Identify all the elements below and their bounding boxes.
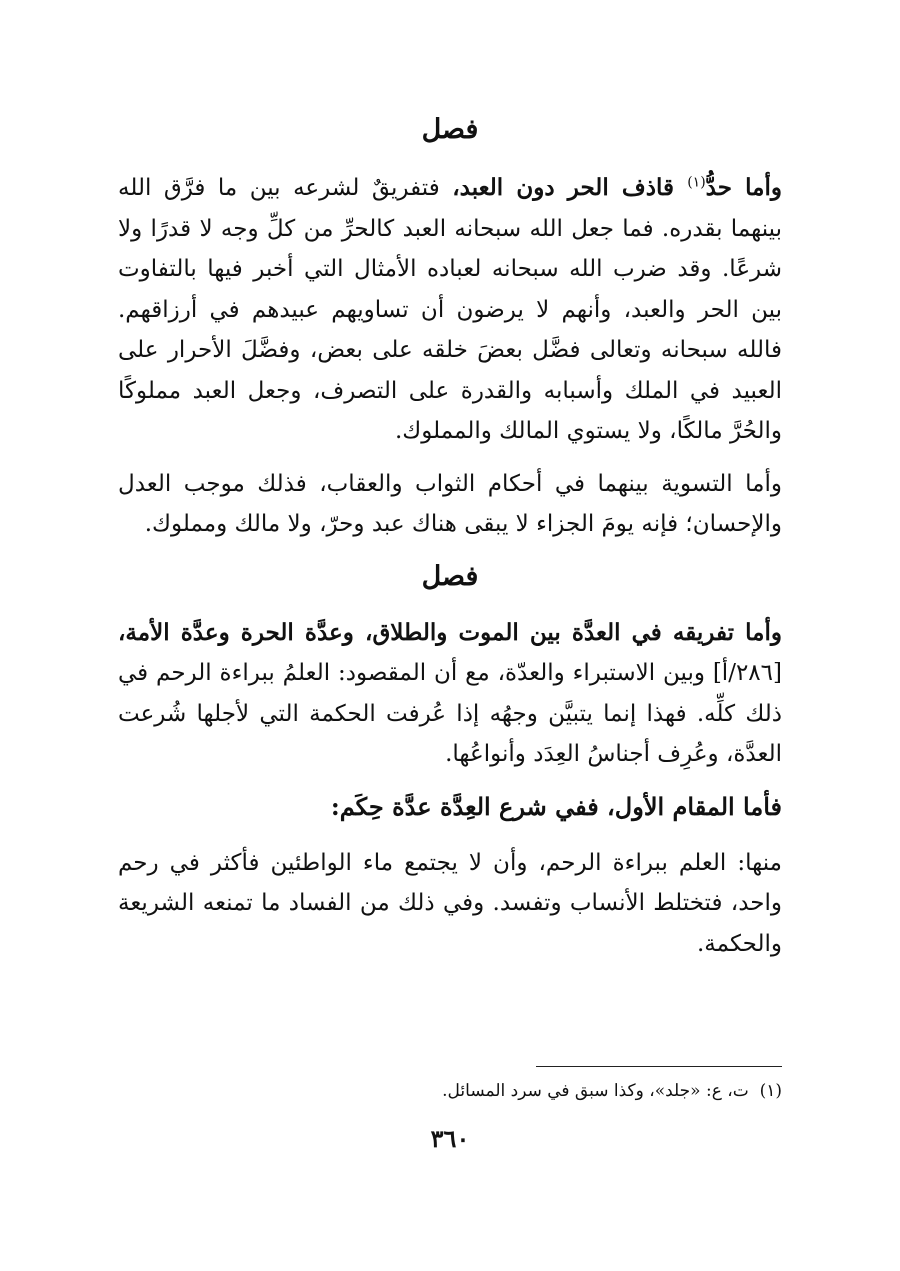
paragraph-4-text: منها: العلم ببراءة الرحم، وأن لا يجتمع ماء الواطئين فأكثر في رحم واحد، فتختلط الأنساب وتفسد. وفي ذلك من الفساد ما تمنعه الشريعة والحكمة. [118,849,782,957]
paragraph-1-text: فتفريقٌ لشرعه بين ما فرَّق الله بينهما بقدره. فما جعل الله سبحانه العبد كالحرِّ من كلِّ وجه لا قدرًا ولا شرعًا. وقد ضرب الله سبحانه لعباده الأمثال التي أخبر فيها بالتفاوت بين الحر والعبد، وأنهم لا يرضون أن تساويهم عبيدهم في أرزاقهم. فالله سبحانه وتعالى فضَّل بعضَ خلقه على بعض، وفضَّلَ الأحرار على العبيد في الملك وأسبابه والقدرة على التصرف، وجعل العبد مملوكًا والحُرَّ مالكًا، ولا يستوي المالك والمملوك. [118,175,782,444]
paragraph-1-lead [452,174,782,201]
paragraph-3-lead: وأما تفريقه في العدَّة بين الموت والطلاق، وعدَّة الحرة وعدَّة الأمة، [118,618,782,646]
paragraph-2-text: وأما التسوية بينهما في أحكام الثواب والعقاب، فذلك موجب العدل والإحسان؛ فإنه يومَ الجزاء لا يبقى هناك عبد وحرّ، ولا مالك ومملوك. [118,470,782,537]
paragraph-3-text: [٢٨٦/أ] وبين الاستبراء والعدّة، مع أن المقصود: العلمُ ببراءة الرحم في ذلك كلِّه. فهذا إنما يتبيَّن وجهُه إذا عُرفت الحكمة التي لأجلها شُرعت العدَّة، وعُرِف أجناسُ العِدَد وأنواعُها. [118,660,782,767]
page-number: ٣٦٠ [430,1124,470,1153]
subheading-first-station: فأما المقام الأول، ففي شرع العِدَّة عدَّة حِكَم: [330,791,782,821]
footnote-marker: (١) [759,1081,782,1101]
footnote-reference[interactable]: (١) [687,174,706,191]
paragraph-1-lead-end: قاذف الحر دون العبد، [452,174,688,201]
footnote [118,1078,782,1104]
page-body [118,110,782,976]
section-heading-1: فصل [421,114,479,145]
paragraph-3 [118,613,782,775]
paragraph-1 [118,168,782,452]
paragraph-2 [118,464,782,545]
paragraph-1-lead-start: وأما حدُّ [705,174,782,201]
paragraph-4 [118,843,782,965]
section-heading-2: فصل [421,560,479,592]
footnote-divider [536,1066,782,1067]
footnote-text: ت، ع: «جلد»، وكذا سبق في سرد المسائل. [442,1081,749,1101]
